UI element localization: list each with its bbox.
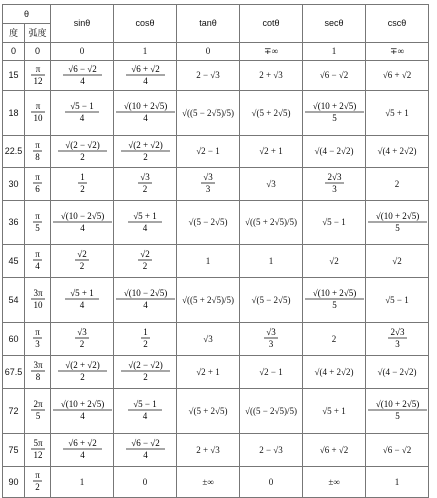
tan-value-cell: 0	[177, 43, 240, 61]
cos-fraction	[125, 437, 166, 461]
svg-text:4: 4	[79, 411, 85, 421]
svg-text:4: 4	[142, 222, 148, 233]
svg-text:1: 1	[142, 327, 148, 337]
radian-cell	[25, 245, 51, 278]
sin-fraction	[52, 398, 113, 422]
csc-value-cell	[366, 323, 429, 356]
tan-value-cell	[177, 168, 240, 201]
sin-fraction	[52, 210, 113, 234]
svg-text:8: 8	[35, 151, 40, 162]
sin-fraction	[77, 171, 88, 195]
tan-value-cell: √((5 − 2√5)/5)	[177, 91, 240, 136]
svg-text:4: 4	[142, 411, 148, 421]
cot-value-cell: 1	[240, 245, 303, 278]
cos-value-cell	[114, 136, 177, 168]
sec-value-cell: 1	[303, 43, 366, 61]
sin-value-cell	[51, 61, 114, 91]
cot-value-cell: 2 + √3	[240, 61, 303, 91]
cos-fraction	[120, 139, 171, 163]
table-row	[3, 323, 429, 356]
sec-value-cell: √6 − √2	[303, 61, 366, 91]
radian-fraction	[30, 359, 46, 383]
svg-text:π: π	[35, 470, 40, 480]
svg-text:√6 − √2: √6 − √2	[67, 63, 97, 74]
svg-text:3π: 3π	[32, 360, 43, 370]
svg-text:4: 4	[79, 222, 85, 233]
cos-value-cell	[114, 278, 177, 323]
cos-fraction	[127, 210, 163, 234]
cos-fraction	[125, 63, 166, 87]
radian-cell	[25, 356, 51, 389]
cos-value-cell	[114, 201, 177, 245]
radian-fraction	[32, 326, 43, 350]
csc-value-cell: √(4 + 2√2)	[366, 136, 429, 168]
svg-text:5: 5	[35, 411, 40, 421]
degree-header: 度	[3, 24, 25, 43]
svg-text:π: π	[35, 210, 40, 221]
sec-value-cell	[303, 168, 366, 201]
degree-cell: 15	[3, 61, 25, 91]
svg-text:12: 12	[33, 75, 42, 86]
table-row	[3, 467, 429, 498]
cot-value-cell: 0	[240, 467, 303, 498]
sin-fraction	[64, 100, 100, 124]
svg-text:π: π	[35, 139, 40, 150]
table-row	[3, 136, 429, 168]
svg-text:10: 10	[33, 300, 42, 310]
table-row	[3, 356, 429, 389]
svg-text:4: 4	[142, 300, 148, 310]
cos-value-cell	[114, 323, 177, 356]
radian-cell	[25, 136, 51, 168]
sin-fraction	[62, 437, 103, 461]
svg-text:4: 4	[79, 450, 85, 460]
degree-cell: 60	[3, 323, 25, 356]
svg-text:2√3: 2√3	[390, 327, 404, 337]
svg-text:10: 10	[33, 113, 42, 123]
svg-text:6: 6	[35, 184, 40, 194]
tan-value-cell: √((5 + 2√5)/5)	[177, 278, 240, 323]
csc-fraction	[367, 210, 428, 234]
svg-text:√(2 − √2): √(2 − √2)	[64, 139, 100, 150]
svg-text:√2: √2	[140, 249, 150, 259]
sec-value-cell: √6 + √2	[303, 434, 366, 467]
cot-value-cell: √2 + 1	[240, 136, 303, 168]
degree-cell: 30	[3, 168, 25, 201]
tan-value-cell: √2 − 1	[177, 136, 240, 168]
radian-fraction	[32, 248, 43, 272]
cos-value-cell	[114, 168, 177, 201]
radian-cell	[25, 61, 51, 91]
cos-value-cell	[114, 434, 177, 467]
svg-text:4: 4	[79, 300, 85, 310]
table-row	[3, 43, 429, 61]
sin-value-cell	[51, 168, 114, 201]
sin-value-cell: 1	[51, 467, 114, 498]
svg-text:8: 8	[35, 372, 40, 382]
svg-text:2π: 2π	[32, 399, 43, 409]
svg-text:√(10 + 2√5): √(10 + 2√5)	[312, 288, 356, 298]
csc-value-cell	[366, 389, 429, 434]
svg-text:5: 5	[394, 411, 400, 421]
svg-text:√(10 − 2√5): √(10 − 2√5)	[123, 288, 167, 298]
degree-cell: 0	[3, 43, 25, 61]
svg-text:√(2 − √2): √(2 − √2)	[127, 360, 163, 370]
svg-text:√6 − √2: √6 − √2	[130, 438, 160, 448]
sin-fraction	[64, 287, 100, 311]
radian-cell	[25, 168, 51, 201]
radian-fraction	[32, 171, 43, 195]
sin-value-cell	[51, 356, 114, 389]
svg-text:2: 2	[142, 184, 148, 194]
svg-text:2: 2	[79, 261, 85, 271]
degree-cell: 90	[3, 467, 25, 498]
svg-text:2: 2	[142, 151, 148, 162]
cos-value-cell	[114, 91, 177, 136]
table-row	[3, 168, 429, 201]
cos-value-cell	[114, 61, 177, 91]
sin-value-cell	[51, 434, 114, 467]
svg-text:4: 4	[142, 450, 148, 460]
tan-value-cell: 1	[177, 245, 240, 278]
radian-cell	[25, 91, 51, 136]
svg-text:3: 3	[268, 339, 274, 349]
cot-fraction	[263, 326, 279, 350]
cot-value-cell: ∓∞	[240, 43, 303, 61]
svg-text:3: 3	[35, 339, 40, 349]
svg-text:2: 2	[79, 372, 85, 382]
svg-text:4: 4	[142, 113, 148, 123]
table-row	[3, 389, 429, 434]
trig-values-table	[2, 4, 429, 498]
tan-value-cell: √(5 − 2√5)	[177, 201, 240, 245]
svg-text:5: 5	[394, 222, 400, 233]
header-row-top	[3, 5, 429, 24]
cos-fraction	[115, 100, 176, 124]
svg-text:√2: √2	[77, 249, 87, 259]
radian-fraction	[30, 100, 46, 124]
cot-value-cell: √2 − 1	[240, 356, 303, 389]
csc-fraction	[367, 398, 428, 422]
table-row	[3, 278, 429, 323]
radian-cell	[25, 434, 51, 467]
csc-value-cell: 2	[366, 168, 429, 201]
tan-value-cell: 2 + √3	[177, 434, 240, 467]
sec-value-cell: √5 + 1	[303, 389, 366, 434]
sin-fraction	[57, 139, 108, 163]
svg-text:4: 4	[79, 75, 85, 86]
cos-fraction	[127, 398, 163, 422]
svg-text:2: 2	[79, 184, 85, 194]
table-row	[3, 201, 429, 245]
svg-text:5: 5	[331, 300, 337, 310]
svg-text:π: π	[35, 101, 40, 111]
svg-text:5π: 5π	[32, 438, 43, 448]
tan-value-cell: 2 − √3	[177, 61, 240, 91]
sin-fraction	[57, 359, 108, 383]
svg-text:√5 + 1: √5 + 1	[70, 288, 94, 298]
csc-value-cell	[366, 201, 429, 245]
svg-text:√(10 + 2√5): √(10 + 2√5)	[375, 210, 419, 221]
sec-value-cell: 2	[303, 323, 366, 356]
radian-fraction	[30, 63, 46, 87]
svg-text:2: 2	[142, 339, 148, 349]
cot-value-cell: √((5 − 2√5)/5)	[240, 389, 303, 434]
svg-text:3: 3	[394, 339, 400, 349]
tan-value-cell: ±∞	[177, 467, 240, 498]
svg-text:2: 2	[79, 151, 85, 162]
csc-value-cell: √5 − 1	[366, 278, 429, 323]
svg-text:1: 1	[79, 172, 85, 182]
degree-cell: 22.5	[3, 136, 25, 168]
table-row	[3, 61, 429, 91]
csc-value-cell: 1	[366, 467, 429, 498]
cot-value-cell: √3	[240, 168, 303, 201]
svg-text:√3: √3	[77, 327, 87, 337]
cos-value-cell: 1	[114, 43, 177, 61]
cos-value-cell	[114, 389, 177, 434]
svg-text:3: 3	[205, 184, 211, 194]
sin-header: sinθ	[51, 5, 114, 43]
tan-value-cell: √2 + 1	[177, 356, 240, 389]
tan-header: tanθ	[177, 5, 240, 43]
svg-text:√(10 + 2√5): √(10 + 2√5)	[375, 399, 419, 409]
cot-value-cell: √(5 + 2√5)	[240, 91, 303, 136]
sin-fraction	[62, 63, 103, 87]
degree-cell: 75	[3, 434, 25, 467]
radian-fraction	[30, 398, 46, 422]
svg-text:√(10 + 2√5): √(10 + 2√5)	[60, 399, 104, 409]
radian-cell	[25, 389, 51, 434]
sin-value-cell	[51, 278, 114, 323]
radian-fraction	[32, 469, 43, 493]
sin-fraction	[74, 248, 90, 272]
sin-value-cell	[51, 201, 114, 245]
radian-cell	[25, 201, 51, 245]
svg-text:3π: 3π	[32, 288, 43, 298]
degree-cell: 67.5	[3, 356, 25, 389]
svg-text:√6 + √2: √6 + √2	[67, 438, 97, 448]
svg-text:5: 5	[331, 113, 337, 123]
cot-value-cell: √(5 − 2√5)	[240, 278, 303, 323]
svg-text:√(10 − 2√5): √(10 − 2√5)	[60, 210, 104, 221]
svg-text:π: π	[35, 249, 40, 259]
sec-value-cell	[303, 278, 366, 323]
tan-fraction	[200, 171, 216, 195]
svg-text:π: π	[35, 63, 40, 74]
svg-text:2√3: 2√3	[327, 172, 341, 182]
csc-fraction	[387, 326, 408, 350]
sin-value-cell	[51, 245, 114, 278]
degree-cell: 18	[3, 91, 25, 136]
trig-table-container	[2, 4, 429, 498]
svg-text:√5 − 1: √5 − 1	[70, 101, 94, 111]
theta-header: θ	[3, 5, 51, 24]
sec-fraction	[304, 100, 365, 124]
radian-fraction	[32, 139, 43, 163]
svg-text:2: 2	[142, 372, 148, 382]
svg-text:3: 3	[331, 184, 337, 194]
cos-fraction	[137, 248, 153, 272]
csc-header: cscθ	[366, 5, 429, 43]
sec-value-cell: √5 − 1	[303, 201, 366, 245]
cos-fraction	[115, 287, 176, 311]
svg-text:12: 12	[33, 450, 42, 460]
svg-text:2: 2	[79, 339, 85, 349]
svg-text:√3: √3	[203, 172, 213, 182]
tan-value-cell: √(5 + 2√5)	[177, 389, 240, 434]
radian-fraction	[30, 287, 46, 311]
svg-text:√(10 + 2√5): √(10 + 2√5)	[312, 101, 356, 111]
radian-fraction	[30, 437, 46, 461]
radian-cell	[25, 278, 51, 323]
svg-text:5: 5	[35, 222, 40, 233]
radian-header: 弧度	[25, 24, 51, 43]
degree-cell: 54	[3, 278, 25, 323]
degree-cell: 72	[3, 389, 25, 434]
svg-text:√3: √3	[140, 172, 150, 182]
table-row	[3, 245, 429, 278]
radian-fraction	[32, 210, 43, 234]
sin-value-cell: 0	[51, 43, 114, 61]
csc-value-cell: ∓∞	[366, 43, 429, 61]
sec-fraction	[324, 171, 345, 195]
svg-text:4: 4	[142, 75, 148, 86]
csc-value-cell: √(4 − 2√2)	[366, 356, 429, 389]
sin-value-cell	[51, 389, 114, 434]
cos-value-cell: 0	[114, 467, 177, 498]
csc-value-cell: √5 + 1	[366, 91, 429, 136]
cos-header: cosθ	[114, 5, 177, 43]
sin-value-cell	[51, 91, 114, 136]
sin-value-cell	[51, 136, 114, 168]
tan-value-cell: √3	[177, 323, 240, 356]
svg-text:√(2 + √2): √(2 + √2)	[64, 360, 100, 370]
sin-value-cell	[51, 323, 114, 356]
svg-text:2: 2	[142, 261, 148, 271]
svg-text:√5 − 1: √5 − 1	[133, 399, 157, 409]
cos-fraction	[120, 359, 171, 383]
radian-cell	[25, 467, 51, 498]
table-row	[3, 91, 429, 136]
sin-fraction	[74, 326, 90, 350]
svg-text:4: 4	[35, 261, 40, 271]
svg-text:π: π	[35, 172, 40, 182]
degree-cell: 45	[3, 245, 25, 278]
table-row	[3, 434, 429, 467]
svg-text:4: 4	[79, 113, 85, 123]
svg-text:√6 + √2: √6 + √2	[130, 63, 160, 74]
sec-value-cell	[303, 91, 366, 136]
svg-text:√5 + 1: √5 + 1	[133, 210, 157, 221]
svg-text:π: π	[35, 327, 40, 337]
cos-value-cell	[114, 356, 177, 389]
cos-fraction	[140, 326, 151, 350]
cot-value-cell: 2 − √3	[240, 434, 303, 467]
sec-fraction	[304, 287, 365, 311]
svg-text:√(2 + √2): √(2 + √2)	[127, 139, 163, 150]
sec-value-cell: ±∞	[303, 467, 366, 498]
csc-value-cell: √6 + √2	[366, 61, 429, 91]
csc-value-cell: √2	[366, 245, 429, 278]
cot-header: cotθ	[240, 5, 303, 43]
sec-value-cell: √2	[303, 245, 366, 278]
csc-value-cell: √6 − √2	[366, 434, 429, 467]
svg-text:√3: √3	[266, 327, 276, 337]
svg-text:√(10 + 2√5): √(10 + 2√5)	[123, 101, 167, 111]
sec-value-cell: √(4 + 2√2)	[303, 356, 366, 389]
degree-cell: 36	[3, 201, 25, 245]
cot-value-cell	[240, 323, 303, 356]
cos-value-cell	[114, 245, 177, 278]
svg-text:2: 2	[35, 482, 40, 492]
sec-header: secθ	[303, 5, 366, 43]
cot-value-cell: √((5 + 2√5)/5)	[240, 201, 303, 245]
sec-value-cell: √(4 − 2√2)	[303, 136, 366, 168]
radian-cell	[25, 323, 51, 356]
cos-fraction	[137, 171, 153, 195]
radian-cell: 0	[25, 43, 51, 61]
